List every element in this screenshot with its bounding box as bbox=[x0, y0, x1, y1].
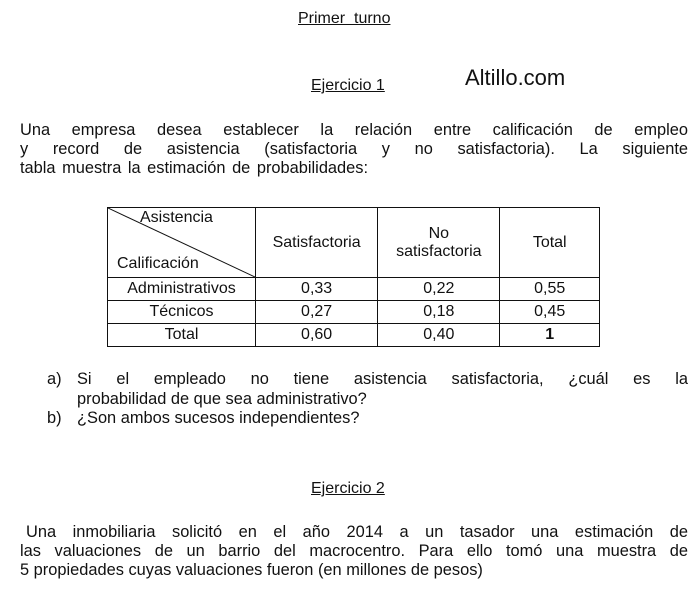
cell-total: 0,55 bbox=[500, 278, 600, 301]
cell-satisfactoria: 0,33 bbox=[256, 278, 378, 301]
cell-total: 0,45 bbox=[500, 301, 600, 324]
table-header-row bbox=[108, 208, 600, 278]
probability-table bbox=[107, 207, 600, 347]
question-label: b) bbox=[47, 409, 62, 427]
row-label: Administrativos bbox=[108, 278, 256, 301]
corner-label-calificacion: Calificación bbox=[117, 255, 199, 272]
corner-label-asistencia: Asistencia bbox=[140, 209, 213, 226]
header-satisfactoria-label: Satisfactoria bbox=[272, 233, 361, 251]
question-line: Si el empleado no tiene asistencia satisfactoria, ¿cuál es la bbox=[77, 370, 688, 388]
ejercicio-2-title: Ejercicio 2 bbox=[311, 480, 385, 497]
table-row bbox=[108, 278, 600, 301]
cell-satisfactoria: 0,60 bbox=[256, 324, 378, 347]
question-line: probabilidad de que sea administrativo? bbox=[77, 389, 367, 408]
ejercicio-1-title: Ejercicio 1 bbox=[311, 77, 385, 94]
header-total bbox=[500, 208, 600, 278]
altillo-watermark: Altillo.com bbox=[465, 65, 566, 90]
header-total-label: Total bbox=[532, 233, 567, 251]
row-label: Total bbox=[108, 324, 256, 347]
row-label: Técnicos bbox=[108, 301, 256, 324]
statement-line: Una empresa desea establecer la relación entre calificación de empleo bbox=[20, 121, 688, 139]
cell-no-satisfactoria: 0,22 bbox=[378, 278, 500, 301]
statement-line: Una inmobiliaria solicitó en el año 2014 a un tasador una estimación de bbox=[26, 523, 688, 541]
question-list bbox=[47, 370, 688, 429]
table-row bbox=[108, 324, 600, 347]
cell-satisfactoria: 0,27 bbox=[256, 301, 378, 324]
question-label: a) bbox=[47, 370, 62, 388]
statement-line: y record de asistencia (satisfactoria y no satisfactoria). La siguiente bbox=[20, 140, 688, 158]
question-item bbox=[47, 409, 688, 429]
header-no-satisfactoria bbox=[378, 208, 500, 278]
statement-line: las valuaciones de un barrio del macrocentro. Para ello tomó una muestra de bbox=[20, 542, 688, 560]
question-item bbox=[47, 370, 688, 409]
ejercicio-2-statement bbox=[20, 523, 688, 580]
cell-total: 1 bbox=[500, 324, 600, 347]
ejercicio-1-statement bbox=[20, 121, 688, 178]
cell-no-satisfactoria: 0,18 bbox=[378, 301, 500, 324]
corner-cell bbox=[108, 208, 256, 278]
statement-line: tabla muestra la estimación de probabilidades: bbox=[20, 159, 369, 177]
table-row bbox=[108, 301, 600, 324]
statement-line: 5 propiedades cuyas valuaciones fueron (en millones de pesos) bbox=[20, 561, 483, 579]
header-satisfactoria bbox=[256, 208, 378, 278]
header-satisfactoria-2-label: satisfactoria bbox=[396, 242, 482, 260]
cell-no-satisfactoria: 0,40 bbox=[378, 324, 500, 347]
turno-heading: Primer turno bbox=[298, 10, 391, 27]
question-line: ¿Son ambos sucesos independientes? bbox=[77, 409, 360, 427]
header-no-label: No bbox=[428, 224, 450, 242]
